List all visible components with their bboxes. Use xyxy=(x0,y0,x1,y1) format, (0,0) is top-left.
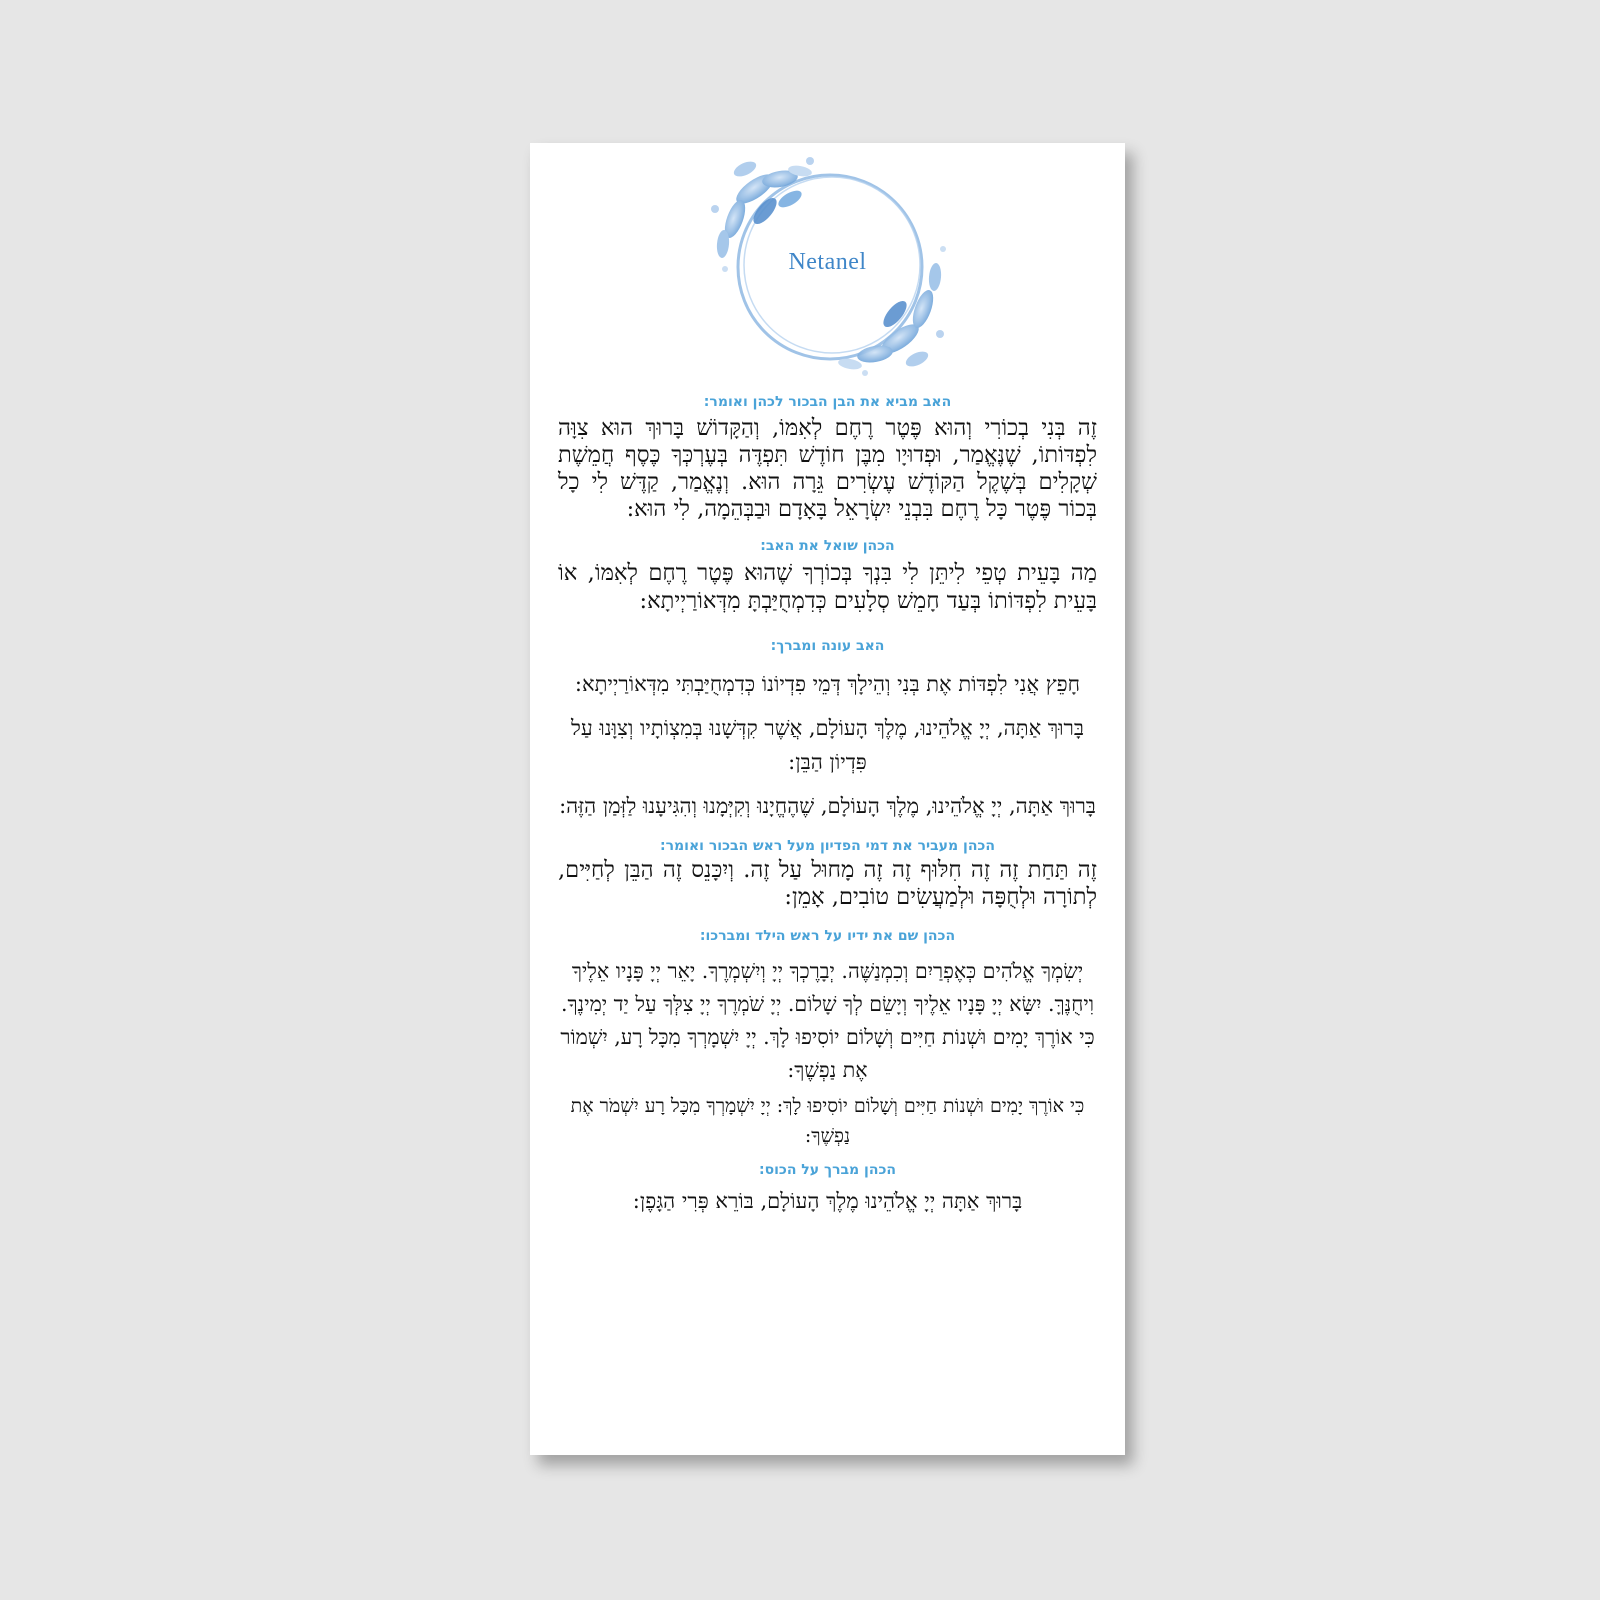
section-heading: הכהן מברך על הכוס: xyxy=(758,1162,897,1178)
liturgy-content xyxy=(558,393,1097,1217)
section-heading: הכהן מעביר את דמי הפדיון מעל ראש הבכור ואומר: xyxy=(660,838,995,854)
section-heading: הכהן שואל את האב: xyxy=(760,538,895,554)
section-paragraph: בָּרוּךְ אַתָּה, יְיָ אֱלֹהֵינוּ, מֶלֶךְ הָעוֹלָם, אֲשֶׁר קִדְּשָׁנוּ בְּמִצְוֹתָיו וְצִוָּנוּ עַל פִּדְיוֹן הַבֵּן: xyxy=(571,716,1084,774)
child-name: Netanel xyxy=(788,249,867,275)
section-paragraph: זֶה תַּחַת זֶה זֶה חִלּוּף זֶה זֶה מָחוּל עַל זֶה. וְיִכָּנֵס זֶה הַבֵּן לְחַיִּים, לְתוֹרָה וּלְחֻפָּה וּלְמַעֲשִׂים טוֹבִים, אָמֵן: xyxy=(558,857,1097,910)
section-paragraph: יְשִׂמְךָ אֱלֹהִים כְּאֶפְרַיִם וְכִמְנַשֶּׁה. יְבָרֶכְךָ יְיָ וְיִשְׁמְרֶךָ. יָאֵר יְיָ פָּנָיו אֵלֶיךָ וִיחֻנֶּךָּ. יִשָּׂא יְיָ פָּנָיו אֵלֶיךָ וְיָשֵׂם לְךָ שָׁלוֹם. יְיָ שֹׁמְרֶךָ יְיָ צִלְּךָ עַל יַד יְמִינֶךָ. כִּי אוֹרֶךְ יָמִים וּשְׁנוֹת חַיִּים וְשָׁלוֹם יוֹסִיפוּ לָךְ. יְיָ יִשְׁמָרְךָ מִכָּל רָע, יִשְׁמוֹר אֶת נַפְשֶׁךָ: xyxy=(560,959,1095,1082)
section-paragraph: מַה בָּעֵית טְפֵי לִיתֵּן לִי בִּנְךָ בְּכוֹרְךָ שֶׁהוּא פֶּטֶר רֶחֶם לְאִמּוֹ, אוֹ בָּעֵית לִפְדּוֹתוֹ בְּעַד חָמֵשׁ סְלָעִים כְּדִמְחֻיַּבְתָּ מִדְּאוֹרַיְיתָא: xyxy=(558,560,1097,614)
section-heading: האב מביא את הבן הבכור לכהן ואומר: xyxy=(703,394,952,410)
section-heading: האב עונה ומברך: xyxy=(770,638,885,654)
section-paragraph: כִּי אוֹרֶךְ יָמִים וּשְׁנוֹת חַיִּים וְשָׁלוֹם יוֹסִיפוּ לָךְ: יְיָ יִשְׁמָרְךָ מִכָּל רָע יִשְׁמֹר אֶת נַפְשֶׁךָ: xyxy=(570,1095,1085,1147)
section-paragraph: בָּרוּךְ אַתָּה יְיָ אֱלֹהֵינוּ מֶלֶךְ הָעוֹלָם, בּוֹרֵא פְּרִי הַגָּפֶן: xyxy=(632,1189,1023,1213)
section-heading: הכהן שם את ידיו על ראש הילד ומברכו: xyxy=(699,928,956,944)
floral-wreath-icon xyxy=(695,149,960,379)
section-paragraph: בָּרוּךְ אַתָּה, יְיָ אֱלֹהֵינוּ, מֶלֶךְ הָעוֹלָם, שֶׁהֶחֱיָנוּ וְקִיְּמָנוּ וְהִגִּיעָנוּ לַזְּמַן הַזֶּה: xyxy=(559,794,1096,818)
section-paragraph: חָפֵץ אֲנִי לִפְדּוֹת אֶת בְּנִי וְהֵילָךְ דְּמֵי פִדְיוֹנוֹ כְּדִמְחֻיַּבְתִּי מִדְּאוֹרַיְיתָא: xyxy=(574,672,1081,696)
section-paragraph: זֶה בְּנִי בְכוֹרִי וְהוּא פֶּטֶר רֶחֶם לְאִמּוֹ, וְהַקָּדוֹשׁ בָּרוּךְ הוּא צִוָּה לִפְדּוֹתוֹ, שֶׁנֶּאֱמַר, וּפְדוּיָו מִבֶּן חוֹדֶשׁ תִּפְדֶּה בְּעֶרְכְּךָ כֶּסֶף חֲמֵשֶׁת שְׁקָלִים בְּשֶׁקֶל הַקּוֹדֶשׁ עֶשְׂרִים גֵּרָה הוּא. וְנֶאֱמַר, קַדֶּשׁ לִי כָל בְּכוֹר פֶּטֶר כָּל רֶחֶם בִּבְנֵי יִשְׂרָאֵל בָּאָדָם וּבַבְּהֵמָה, לִי הוּא: xyxy=(558,415,1097,522)
pidyon-card xyxy=(530,143,1125,1455)
